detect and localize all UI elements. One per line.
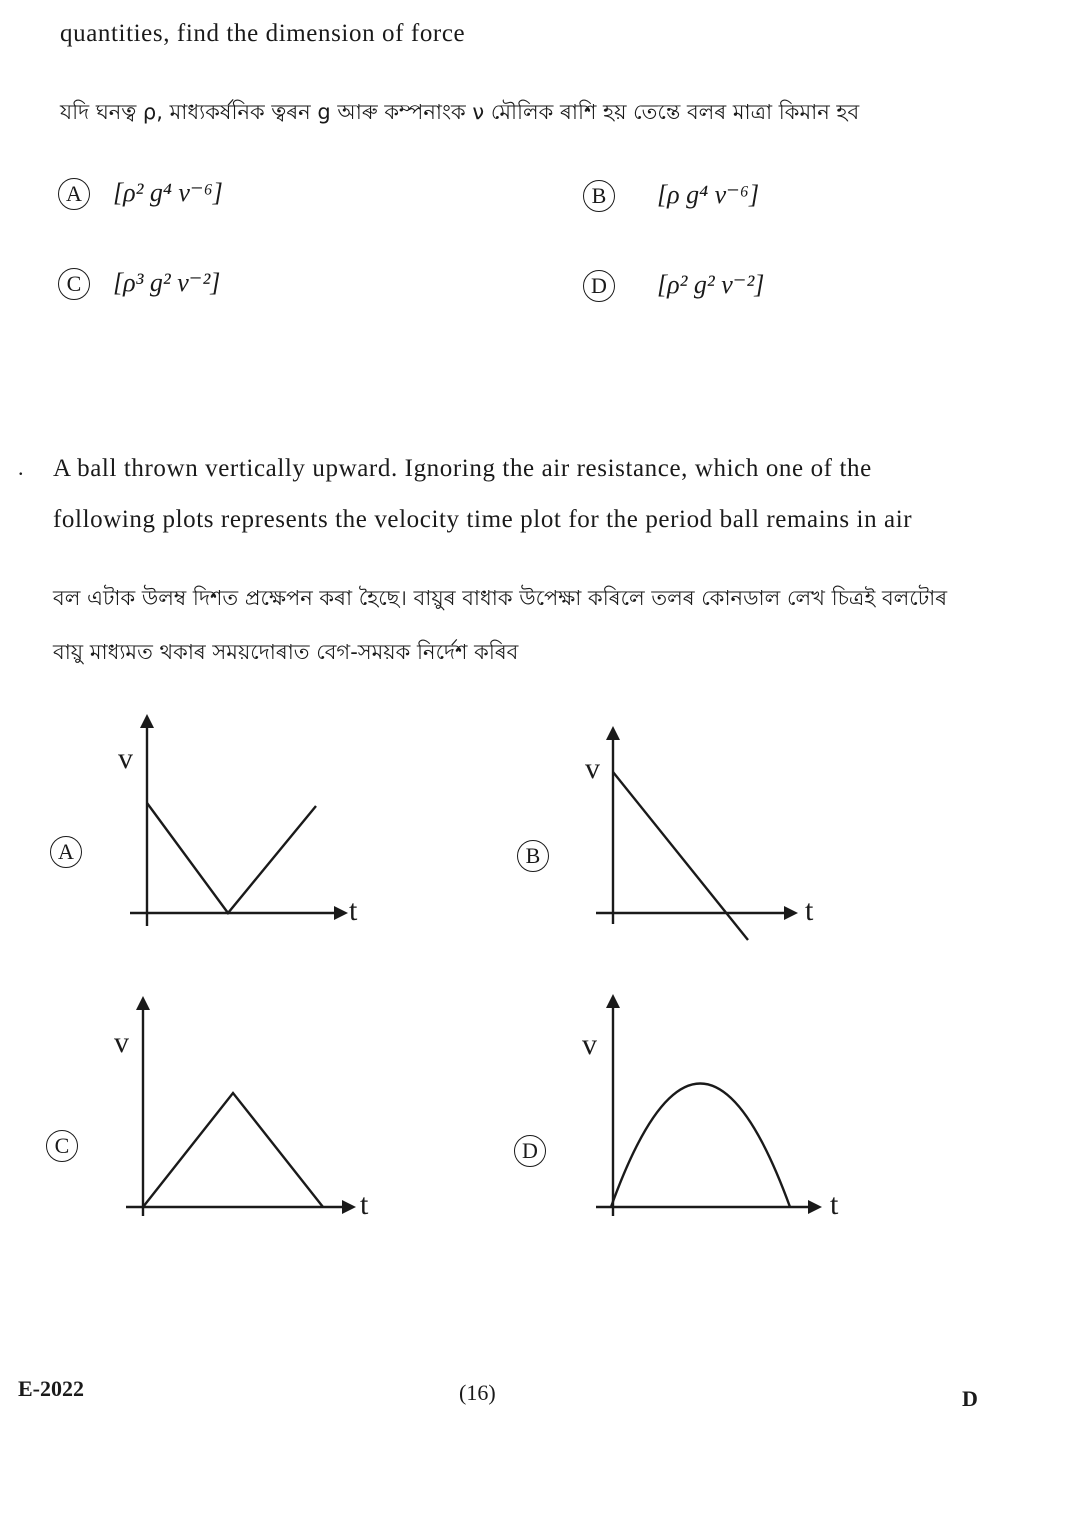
footer-code: E-2022 — [18, 1376, 84, 1401]
option-expression: [ρ g⁴ ν⁻⁶] — [657, 180, 760, 209]
option-letter: C — [58, 268, 90, 300]
y-axis-arrow — [136, 996, 150, 1010]
q2-option-c-letter[interactable]: C — [46, 1130, 78, 1162]
q2-option-d-y-label: v — [582, 1028, 597, 1061]
q2-option-b-letter[interactable]: B — [517, 840, 549, 872]
q2-option-c-y-label: v — [114, 1026, 129, 1059]
option-expression: [ρ² g² ν⁻²] — [657, 270, 765, 299]
x-axis-arrow — [784, 906, 798, 920]
option-letter: D — [583, 270, 615, 302]
q2-option-b-y-label: v — [585, 752, 600, 785]
velocity-curve — [611, 1084, 790, 1208]
x-axis-arrow — [342, 1200, 356, 1214]
q2-option-a-graph — [120, 710, 380, 940]
option-expression: [ρ² g⁴ ν⁻⁶] — [113, 178, 223, 207]
question-1-english-tail: quantities, find the dimension of force — [60, 20, 466, 47]
option-letter: B — [583, 180, 615, 212]
booklet-series: D — [962, 1386, 978, 1411]
question-2-mark: . — [18, 455, 25, 480]
y-axis-arrow — [606, 994, 620, 1008]
option-expression: [ρ³ g² ν⁻²] — [113, 268, 221, 297]
q2-option-d-x-label: t — [830, 1188, 839, 1221]
question-2-assamese-line-2: বায়ু মাধ্যমত থকাৰ সময়দোৰাত বেগ-সময়ক নির্দেশ কৰিব — [53, 640, 519, 664]
question-2-english-line-1: A ball thrown vertically upward. Ignoring the air resistance, which one of the — [53, 455, 872, 482]
velocity-curve — [143, 1093, 323, 1207]
q2-option-b-x-label: t — [805, 894, 814, 927]
q2-option-b-graph — [590, 720, 810, 950]
question-2-english-line-2: following plots represents the velocity time plot for the period ball remains in air — [53, 506, 913, 533]
q2-option-a-letter[interactable]: A — [50, 836, 82, 868]
y-axis-arrow — [140, 714, 154, 728]
q2-option-c-x-label: t — [360, 1188, 369, 1221]
velocity-line — [613, 772, 748, 940]
question-2-assamese-line-1: বল এটাক উলম্ব দিশত প্রক্ষেপন কৰা হৈছে। বায়ুৰ বাধাক উপেক্ষা কৰিলে তলৰ কোনডাল লেখ চিত্রই বলটোৰ — [53, 586, 948, 610]
option-letter: A — [58, 178, 90, 210]
x-axis-arrow — [808, 1200, 822, 1214]
x-axis-arrow — [334, 906, 348, 920]
q2-option-c-graph — [120, 990, 370, 1220]
y-axis-arrow — [606, 726, 620, 740]
q2-option-a-x-label: t — [349, 894, 358, 927]
velocity-curve — [147, 803, 316, 913]
q2-option-a-y-label: v — [118, 742, 133, 775]
q2-option-d-graph — [590, 990, 830, 1220]
q2-option-d-letter[interactable]: D — [514, 1135, 546, 1167]
question-1-assamese: যদি ঘনত্ব ρ, মাধ্যকৰ্ষনিক ত্বৰন g আৰু কম্পনাংক ν মৌলিক ৰাশি হয় তেন্তে বলৰ মাত্রা কিমান হব — [60, 100, 860, 124]
page-number: (16) — [459, 1380, 496, 1405]
